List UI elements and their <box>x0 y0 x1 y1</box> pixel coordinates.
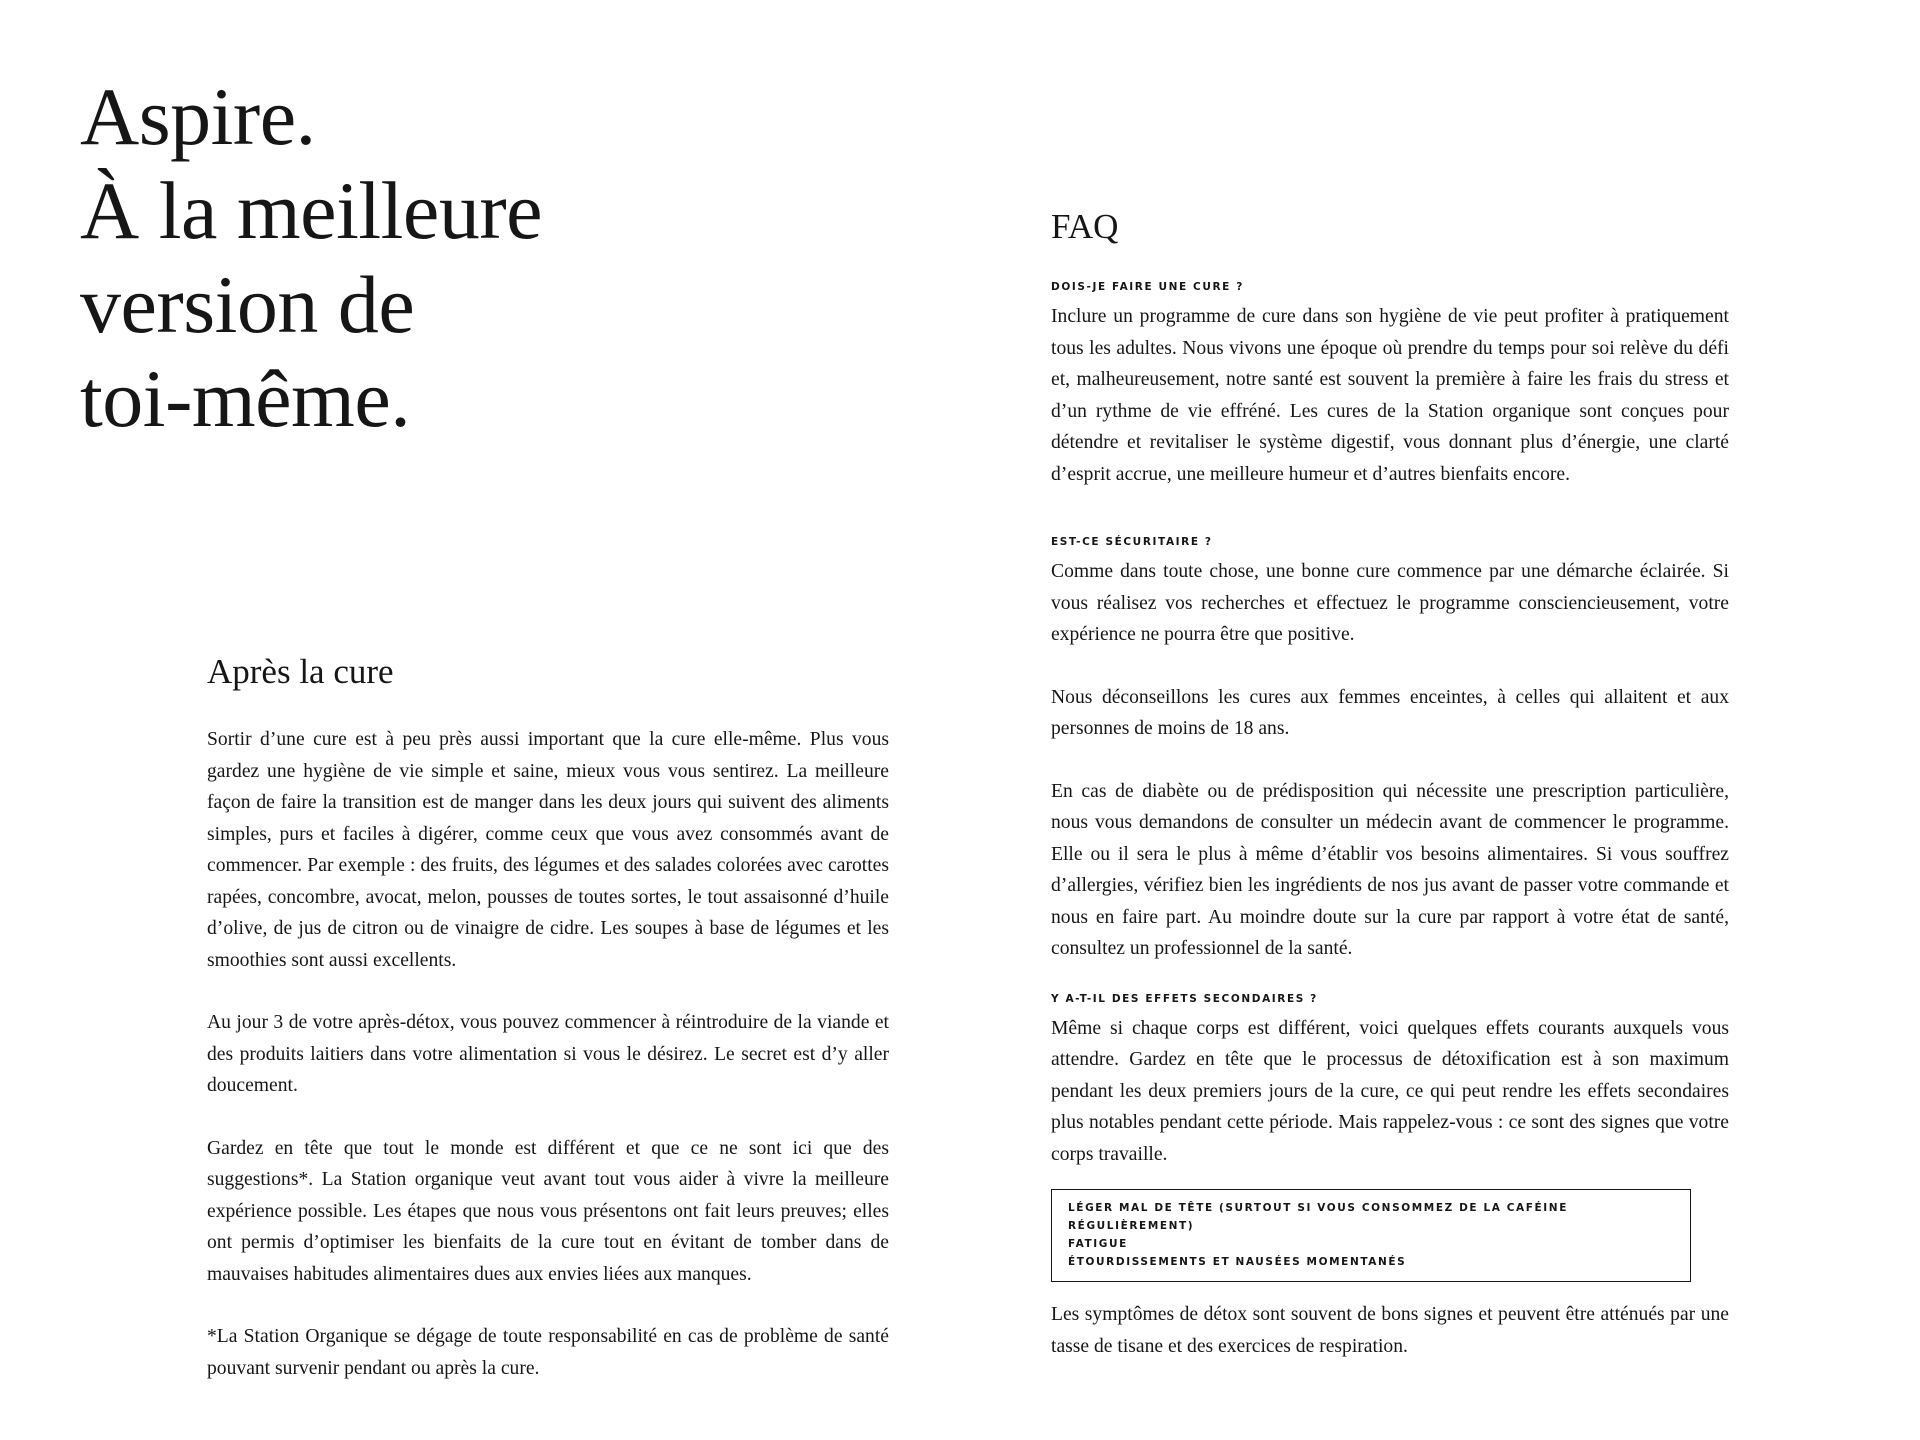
side-effect-item: FATIGUE <box>1068 1238 1128 1250</box>
faq-answer: En cas de diabète ou de prédisposition qui nécessite une prescription particulière, nous vous demandons de consulter un médecin avant de commencer le programme. Elle ou il sera le plus à même d’établir vos besoins alimentaires. Si vous souffrez d’allergies, vérifiez bien les ingrédients de nos jus avant de passer votre commande et nous en faire part. Au moindre doute sur la cure par rapport à votre état de santé, consultez un professionnel de la santé. <box>1051 780 1729 959</box>
hero-heading <box>80 70 780 446</box>
faq-item <box>1051 534 1729 965</box>
faq-answer: Même si chaque corps est différent, voici quelques effets courants auxquels vous attendre. Gardez en tête que le processus de détoxification est à son maximum pendant les deux premiers jours de la cure, ce qui peut rendre les effets secondaires plus notables pendant cette période. Mais rappelez-vous : ce sont des signes que votre corps travaille. <box>1051 1017 1729 1165</box>
hero-line: À la meilleure <box>80 165 543 256</box>
faq-section <box>1051 205 1729 1362</box>
faq-question: Y A-T-IL DES EFFETS SECONDAIRES ? <box>1051 992 1318 1005</box>
section-title-apres: Après la cure <box>207 652 394 691</box>
faq-closing: Les symptômes de détox sont souvent de bons signes et peuvent être atténués par une tasse de tisane et des exercices de respiration. <box>1051 1304 1729 1357</box>
side-effects-box <box>1051 1189 1691 1282</box>
apres-cure-section <box>207 650 889 1384</box>
faq-question: DOIS-JE FAIRE UNE CURE ? <box>1051 281 1244 293</box>
faq-answer: Comme dans toute chose, une bonne cure commence par une démarche éclairée. Si vous réalisez vos recherches et effectuez le programme consciencieusement, votre expérience ne pourra être que positive. <box>1051 561 1729 645</box>
faq-item <box>1051 991 1729 1363</box>
faq-item <box>1051 279 1729 490</box>
body-paragraph: Au jour 3 de votre après-détox, vous pouvez commencer à réintroduire de la viande et des produits laitiers dans votre alimentation si vous le désirez. Le secret est d’y aller doucement. <box>207 1012 889 1096</box>
footnote: *La Station Organique se dégage de toute responsabilité en cas de problème de santé pouvant survenir pendant ou après la cure. <box>207 1326 889 1379</box>
faq-answer: Nous déconseillons les cures aux femmes enceintes, à celles qui allaitent et aux personnes de moins de 18 ans. <box>1051 686 1729 739</box>
body-paragraph: Gardez en tête que tout le monde est différent et que ce ne sont ici que des suggestions*. La Station organique veut avant tout vous aider à vivre la meilleure expérience possible. Les étapes que nous vous présentons ont fait leurs preuves; elles ont permis d’optimiser les bienfaits de la cure tout en évitant de tomber dans de mauvaises habitudes alimentaires dues aux envies liées aux manques. <box>207 1137 889 1285</box>
hero-line: version de <box>80 259 415 350</box>
side-effect-item: LÉGER MAL DE TÊTE (SURTOUT SI VOUS CONSOMMEZ DE LA CAFÉINE RÉGULIÈREMENT) <box>1068 1202 1568 1232</box>
side-effects-list <box>1068 1199 1674 1271</box>
body-paragraph: Sortir d’une cure est à peu près aussi important que la cure elle-même. Plus vous gardez une hygiène de vie simple et saine, mieux vous vous sentirez. La meilleure façon de faire la transition est de manger dans les deux jours qui suivent des aliments simples, purs et faciles à digérer, comme ceux que vous avez consommés avant de commencer. Par exemple : des fruits, des légumes et des salades colorées avec carottes rapées, concombre, avocat, melon, pousses de toutes sortes, le tout assaisonné d’huile d’olive, de jus de citron ou de vinaigre de cidre. Les soupes à base de légumes et les smoothies sont aussi excellents. <box>207 729 889 971</box>
side-effect-item: ÉTOURDISSEMENTS ET NAUSÉES MOMENTANÉS <box>1068 1256 1407 1268</box>
faq-answer: Inclure un programme de cure dans son hygiène de vie peut profiter à pratiquement tous les adultes. Nous vivons une époque où prendre du temps pour soi relève du défi et, malheureusement, notre santé est souvent la première à faire les frais du stress et d’un rythme de vie effréné. Les cures de la Station organique sont conçues pour détendre et revitaliser le système digestif, vous donnant plus d’énergie, une clarté d’esprit accrue, une meilleure humeur et d’autres bienfaits encore. <box>1051 306 1729 485</box>
hero-line: toi-même. <box>80 353 411 444</box>
hero-line: Aspire. <box>80 71 316 162</box>
section-title-faq: FAQ <box>1051 207 1119 246</box>
faq-question: EST-CE SÉCURITAIRE ? <box>1051 536 1213 548</box>
